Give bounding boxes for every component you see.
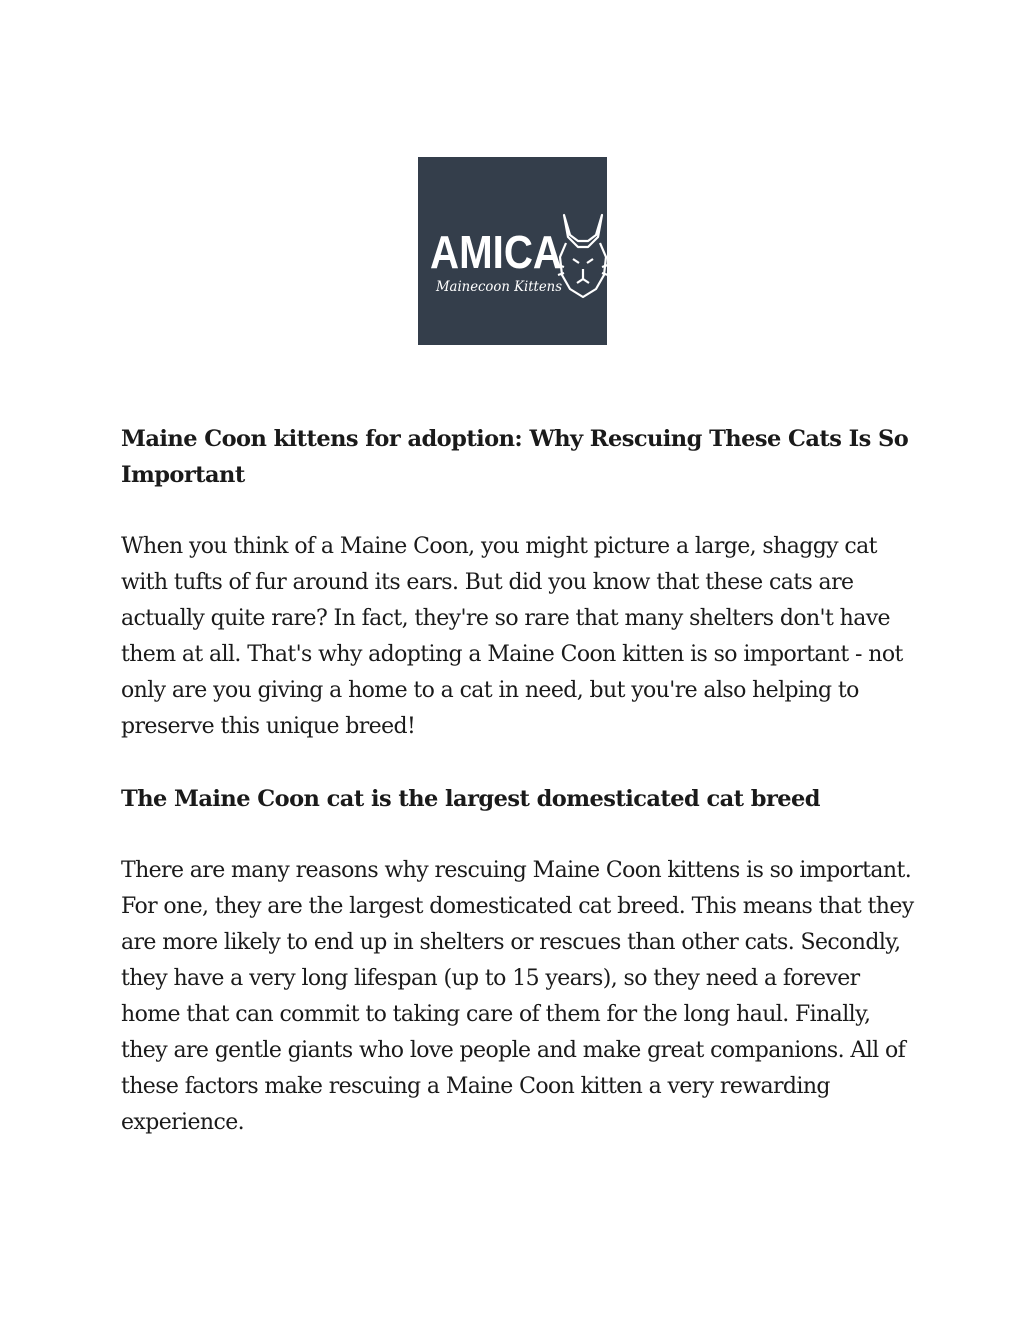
lynx-head-icon [558,215,607,297]
amica-logo [418,157,607,345]
section-paragraph: There are many reasons why rescuing Maine Coon kittens is so important. For one, they are the largest domesticated cat breed. This means that they are more likely to end up in shelters or rescues than other cats. Secondly, they have a very long lifespan (up to 15 years), so they need a forever home that can commit to taking care of them for the long haul. Finally, they are gentle giants who love people and make great companions. All of these factors make rescuing a Maine Coon kitten a very rewarding experience. [121,858,914,1135]
intro-paragraph: When you think of a Maine Coon, you might picture a large, shaggy cat with tufts of fur around its ears. But did you know that these cats are actually quite rare? In fact, they're so rare that many shelters don't have them at all. That's why adopting a Maine Coon kitten is so important - not only are you giving a home to a cat in need, but you're also helping to preserve this unique breed! [121,534,903,739]
article-title: Maine Coon kittens for adoption: Why Rescuing These Cats Is So Important [121,426,909,488]
logo-wordmark: AMICA [430,226,562,278]
article [121,421,921,1141]
section-heading: The Maine Coon cat is the largest domesticated cat breed [121,786,820,812]
amica-logo-image [418,157,607,345]
logo-tagline: Mainecoon Kittens [435,279,562,295]
